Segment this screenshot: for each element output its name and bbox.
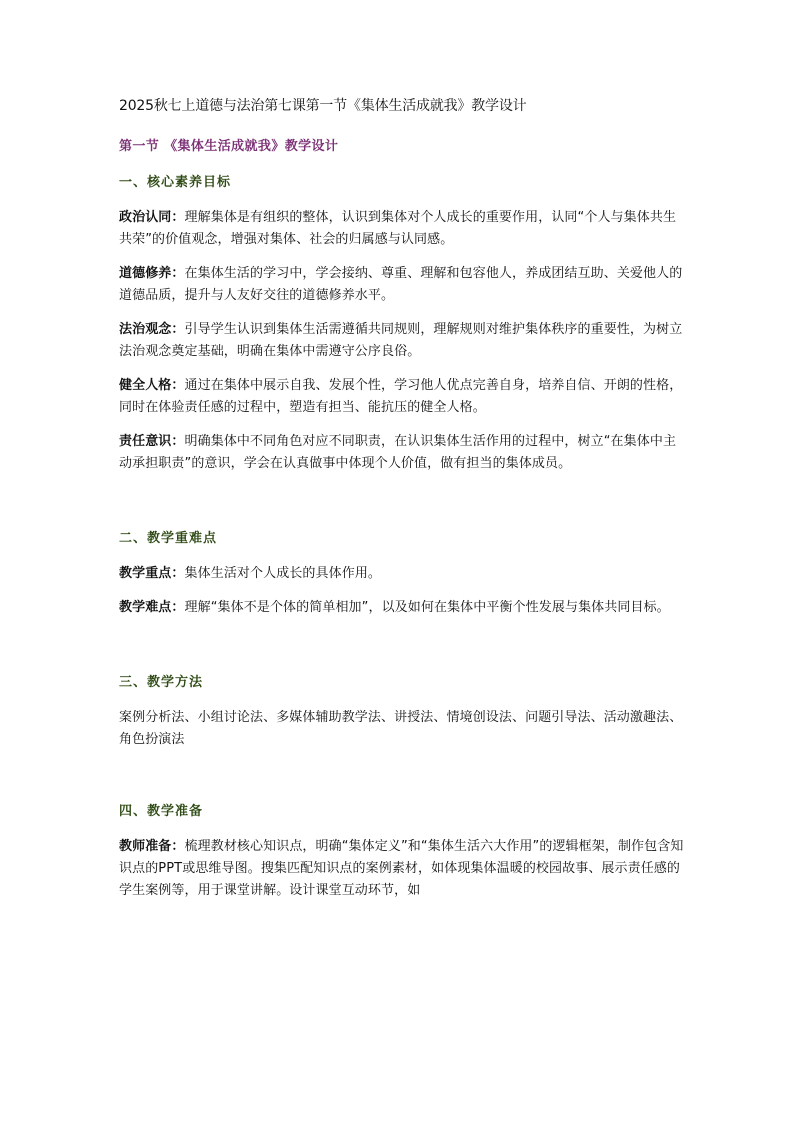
lesson-subtitle: 第一节 《集体生活成就我》教学设计: [119, 139, 339, 154]
document-page: [119, 95, 689, 914]
goal-text: 通过在集体中展示自我、发展个性，学习他人优点完善自身，培养自信、开朗的性格，同时在体验责任感的过程中，塑造有担当、能抗压的健全人格。: [119, 378, 683, 415]
spacer: [119, 631, 689, 672]
point-text: 集体生活对个人成长的具体作用。: [184, 566, 382, 581]
goal-label: 责任意识：: [119, 434, 185, 449]
goal-label: 健全人格：: [119, 378, 185, 393]
spacer: [119, 763, 689, 801]
goal-rule-of-law: [119, 319, 689, 363]
document-title: 2025秋七上道德与法治第七课第一节《集体生活成就我》教学设计: [119, 98, 527, 114]
goal-responsibility: [119, 431, 689, 475]
goal-label: 政治认同：: [119, 210, 185, 225]
teaching-key-point: [119, 563, 689, 585]
section-heading-teaching-preparation: 四、教学准备: [119, 804, 204, 819]
goal-sound-personality: [119, 375, 689, 419]
section-heading-key-difficult-points: 二、教学重难点: [119, 531, 218, 546]
point-text: 理解“集体不是个体的简单相加”，以及如何在集体中平衡个性发展与集体共同目标。: [184, 600, 670, 615]
point-label: 教学重点：: [119, 566, 185, 581]
goal-text: 引导学生认识到集体生活需遵循共同规则，理解规则对维护集体秩序的重要性，为树立法治观念奠定基础，明确在集体中需遵守公序良俗。: [119, 322, 683, 359]
spacer: [119, 487, 689, 528]
teacher-preparation: [119, 836, 689, 902]
teaching-difficult-point: [119, 597, 689, 619]
goal-moral-cultivation: [119, 263, 689, 307]
teaching-methods-text: 案例分析法、小组讨论法、多媒体辅助教学法、讲授法、情境创设法、问题引导法、活动激趣法、角色扮演法: [119, 710, 683, 747]
section-heading-teaching-methods: 三、教学方法: [119, 675, 204, 690]
goal-text: 在集体生活的学习中，学会接纳、尊重、理解和包容他人，养成团结互助、关爱他人的道德品质，提升与人友好交往的道德修养水平。: [119, 266, 683, 303]
prep-label: 教师准备：: [119, 839, 185, 854]
goal-label: 道德修养：: [119, 266, 185, 281]
prep-text: 梳理教材核心知识点，明确“集体定义”和“集体生活六大作用”的逻辑框架，制作包含知识点的PPT或思维导图。搜集匹配知识点的案例素材，如体现集体温暖的校园故事、展示责任感的学生案例等，用于课堂讲解。设计课堂互动环节，如: [119, 839, 684, 898]
goal-text: 明确集体中不同角色对应不同职责，在认识集体生活作用的过程中，树立“在集体中主动承担职责”的意识，学会在认真做事中体现个人价值，做有担当的集体成员。: [119, 434, 677, 471]
goal-political-identity: [119, 207, 689, 251]
point-label: 教学难点：: [119, 600, 185, 615]
goal-label: 法治观念：: [119, 322, 185, 337]
goal-text: 理解集体是有组织的整体，认识到集体对个人成长的重要作用，认同“个人与集体共生共荣”的价值观念，增强对集体、社会的归属感与认同感。: [119, 210, 677, 247]
section-heading-core-literacy: 一、核心素养目标: [119, 175, 232, 190]
